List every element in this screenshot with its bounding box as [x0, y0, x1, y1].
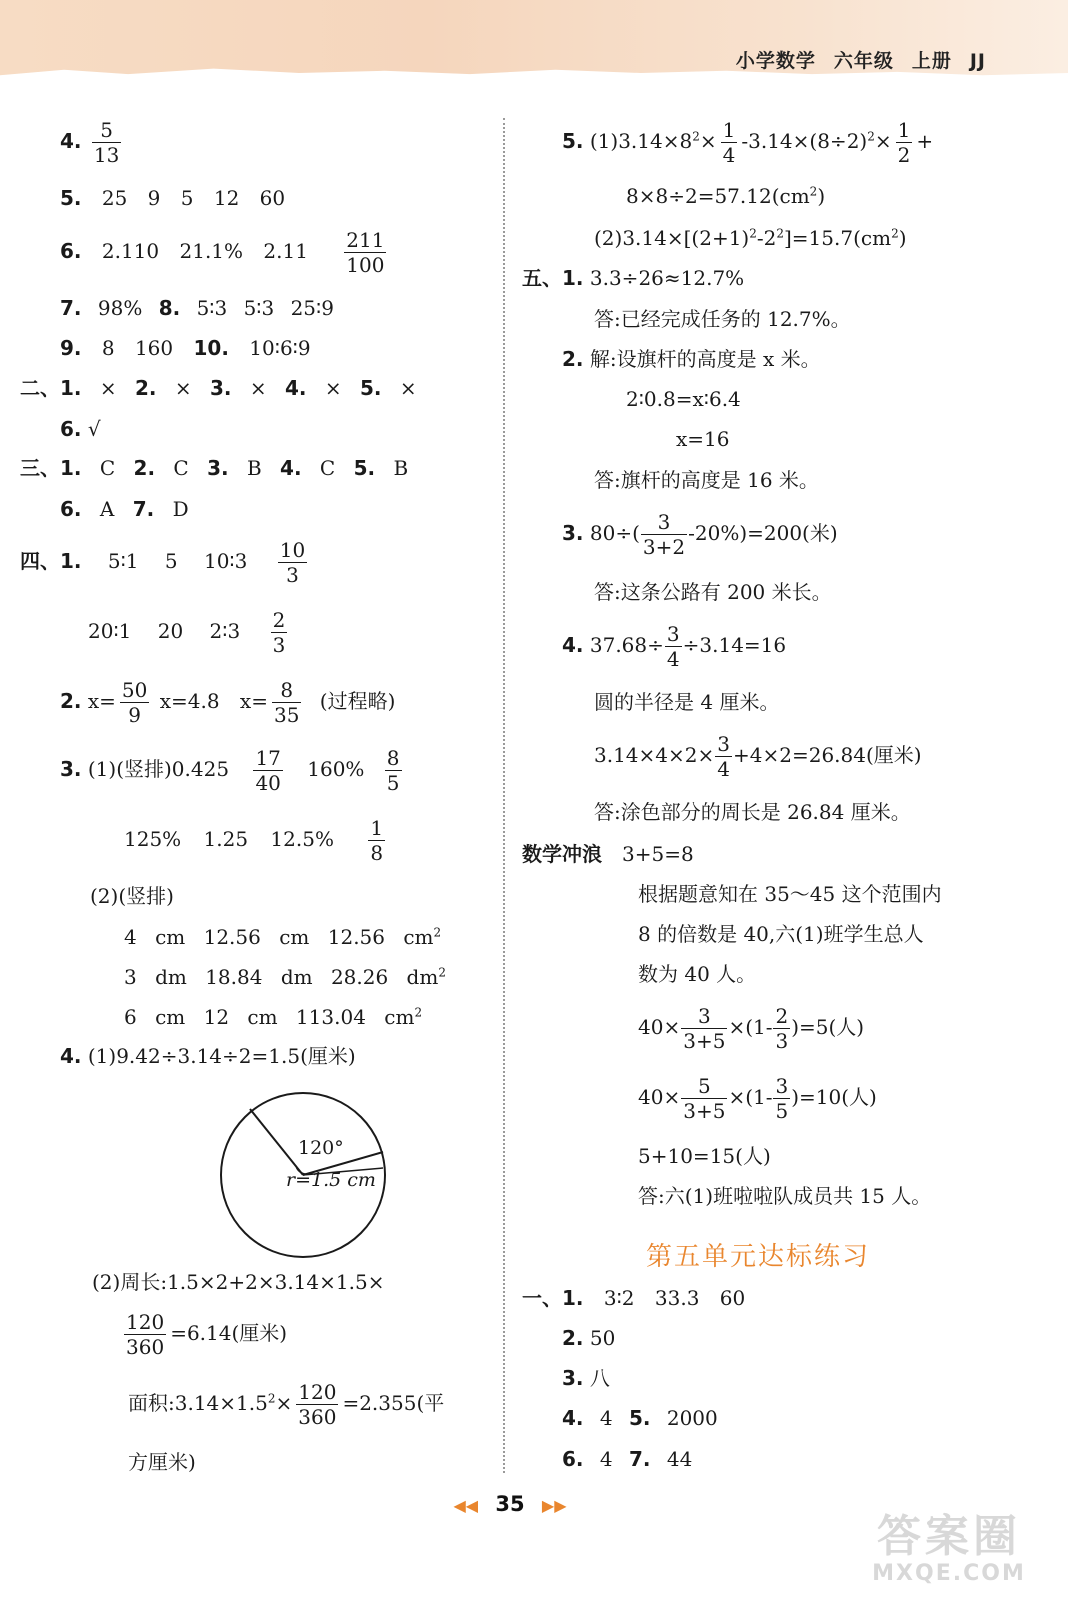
table-row: 6 cm 12 cm 113.04 $cm^2$: [124, 1005, 423, 1029]
fraction: $\frac{1}{2}$: [897, 118, 911, 167]
unit5-q2: 2. 50: [562, 1326, 616, 1350]
section-5-q3: 3. 80÷( $\frac{3}{3+2}$ -20%)=200(米): [562, 510, 838, 559]
math-surf-calc1: 40× $\frac{3}{3+5}$ ×(1- $\frac{2}{3}$ )=5(人): [638, 1004, 865, 1053]
unit5-q6-7: 6. 4 7. 44: [562, 1447, 693, 1471]
watermark-logo: 答案圈 MXQE.COM: [872, 1511, 1026, 1586]
fraction: $\frac{10}{3}$: [279, 538, 306, 587]
section-4-q1: 四、1. 5∶1 5 10∶3 $\frac{10}{3}$: [20, 538, 306, 587]
section-4-q4-perimeter: $\frac{120}{360}$ =6.14(厘米): [126, 1310, 288, 1359]
fraction: $\frac{3}{3+5}$: [683, 1004, 726, 1053]
math-surf-line3: 8 的倍数是 40,六(1)班学生总人: [638, 922, 924, 946]
table-row: 3 dm 18.84 dm 28.26 $dm^2$: [124, 965, 446, 989]
section-5-q1: 五、1. 3.3÷26≈12.7%: [522, 266, 745, 290]
math-surf-sum: 5+10=15(人): [638, 1144, 771, 1168]
math-surf-line4: 数为 40 人。: [638, 962, 757, 986]
answer-5: 5. 25 9 5 12 60: [60, 186, 286, 210]
fraction: $\frac{120}{360}$: [126, 1310, 165, 1359]
section-4-q1b: 20∶1 20 2∶3 $\frac{2}{3}$: [88, 608, 286, 657]
table-row: 4 cm 12.56 cm 12.56 $cm^2$: [124, 925, 442, 949]
header-volume: 上册: [911, 50, 952, 72]
fraction: $\frac{3}{5}$: [775, 1074, 789, 1123]
section-2-row1: 二、1. × 2. × 3. × 4. × 5. ×: [20, 376, 417, 400]
prev-page-icon[interactable]: ◀◀: [453, 1496, 479, 1515]
fraction: $\frac{1}{8}$: [370, 816, 384, 865]
fraction: $\frac{50}{9}$: [121, 678, 148, 727]
section-3-row2: 6. A 7. D: [60, 497, 189, 521]
math-surf-line2: 根据题意知在 35～45 这个范围内: [638, 882, 942, 906]
answer-4: 4. $\frac{5}{13}$: [60, 118, 120, 167]
section-5-q1-answer: 答:已经完成任务的 12.7%。: [594, 307, 851, 331]
answer-7-8: 7. 98% 8. 5∶3 5∶3 25∶9: [60, 296, 334, 320]
fraction: $\frac{3}{4}$: [666, 622, 680, 671]
fraction: $\frac{17}{40}$: [255, 746, 281, 795]
section-5-q2-proportion: 2∶0.8=x∶6.4: [626, 387, 741, 411]
fraction: $\frac{5}{3+5}$: [683, 1074, 726, 1123]
math-surf: 数学冲浪 3+5=8: [522, 842, 694, 866]
section-5-q4-answer: 答:涂色部分的周长是 26.84 厘米。: [594, 800, 911, 824]
section-5-q4: 4. 37.68÷ $\frac{3}{4}$ ÷3.14=16: [562, 622, 787, 671]
radius-label: r=1.5 cm: [286, 1169, 376, 1191]
section-4-q3: 3. (1)(竖排)0.425 $\frac{17}{40}$ 160% $\frac{8}{5}$: [60, 746, 400, 795]
section-title: 第五单元达标练习: [646, 1242, 871, 1272]
answer-6: 6. 2.110 21.1% 2.11 $\frac{211}{100}$: [60, 228, 385, 277]
angle-label: 120°: [298, 1137, 344, 1159]
section-4-q3-part2: (2)(竖排): [90, 884, 174, 908]
fraction: $\frac{3}{4}$: [717, 732, 730, 781]
section-5-q4-radius: 圆的半径是 4 厘米。: [594, 690, 780, 714]
next-page-icon[interactable]: ▶▶: [541, 1496, 567, 1515]
header-info: [718, 46, 986, 73]
unit5-q3: 3. 八: [562, 1366, 610, 1390]
circle-diagram: [210, 1080, 400, 1270]
fraction: $\frac{2}{3}$: [272, 608, 286, 657]
fraction: $\frac{8}{35}$: [273, 678, 300, 727]
fraction: $\frac{3}{3+2}$: [642, 510, 686, 559]
fraction: $\frac{5}{13}$: [93, 118, 120, 167]
section-3-row1: 三、1. C 2. C 3. B 4. C 5. B: [20, 456, 409, 480]
page-footer: [440, 1492, 580, 1516]
radius-line: [250, 1109, 303, 1175]
section-4-q2: 2. x= $\frac{50}{9}$ x=4.8 x= $\frac{8}{35}$ (过程略): [60, 678, 396, 727]
column-divider: [503, 118, 505, 1473]
section-5-q2-result: x=16: [676, 427, 730, 451]
right-q5-line1: 5. $(1)3.14\times 8^2\times$ $\frac{1}{4}$ $-3.14\times(8\div 2)^2\times$ $\frac{1}{2}$ +: [562, 118, 934, 167]
math-surf-answer: 答:六(1)班啦啦队成员共 15 人。: [638, 1184, 932, 1208]
section-4-q3-row2: 125% 1.25 12.5% $\frac{1}{8}$: [124, 816, 384, 865]
unit5-q4-5: 4. 4 5. 2000: [562, 1406, 718, 1430]
fraction: $\frac{1}{4}$: [722, 118, 736, 167]
section-5-q2: 2. 解:设旗杆的高度是 x 米。: [562, 347, 821, 371]
header-subject: 小学数学: [735, 50, 816, 72]
section-4-q4: 4. (1)9.42÷3.14÷2=1.5(厘米): [60, 1044, 356, 1068]
section-5-q3-answer: 答:这条公路有 200 米长。: [594, 580, 832, 604]
page-number: 35: [495, 1492, 525, 1516]
section-5-q2-answer: 答:旗杆的高度是 16 米。: [594, 468, 819, 492]
fraction: $\frac{211}{100}$: [346, 228, 385, 277]
right-q5-line2: $8\times 8\div 2=57.12(cm^2)$: [626, 184, 826, 208]
section-4-q4-area-cont: 方厘米): [128, 1450, 196, 1474]
header-grade: 六年级: [833, 50, 894, 72]
section-5-q4-calc: 3.14×4×2× $\frac{3}{4}$ +4×2=26.84(厘米): [594, 732, 922, 781]
fraction: $\frac{8}{5}$: [386, 746, 400, 795]
fraction: $\frac{120}{360}$: [298, 1380, 337, 1429]
section-2-row2: 6. √: [60, 417, 101, 441]
right-q5-line3: $(2)3.14\times[(2+1)^2-2^2]=15.7(cm^2)$: [594, 226, 907, 250]
unit5-q1: 一、1. 3∶2 33.3 60: [522, 1286, 746, 1310]
header-edition: JJ: [969, 50, 986, 72]
math-surf-calc2: 40× $\frac{5}{3+5}$ ×(1- $\frac{3}{5}$ )=10(人): [638, 1074, 877, 1123]
answer-9-10: 9. 8 160 10. 10∶6∶9: [60, 336, 311, 360]
section-4-q4-area: 面积$:3.14\times 1.5^2\times$ $\frac{120}{360}$ =2.355(平: [128, 1380, 445, 1429]
section-4-q4-part2: (2)周长:1.5×2+2×3.14×1.5×: [92, 1270, 385, 1294]
fraction: $\frac{2}{3}$: [775, 1004, 789, 1053]
